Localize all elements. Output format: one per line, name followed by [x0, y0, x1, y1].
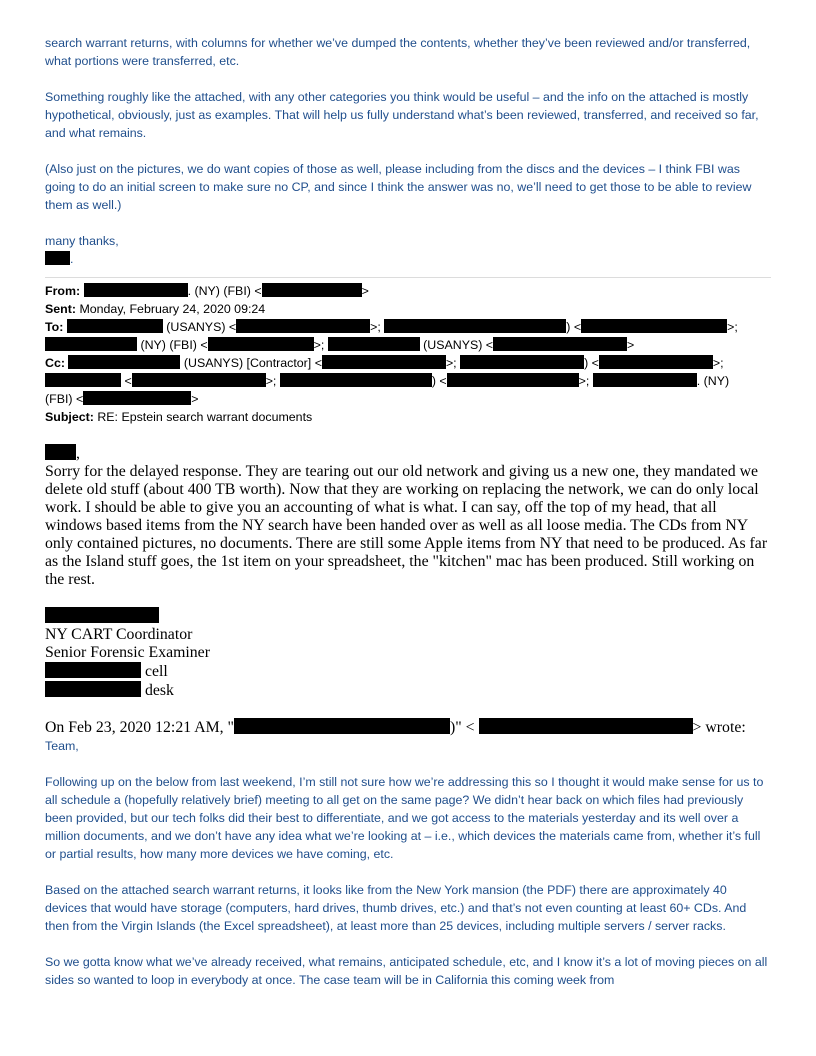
intro-paragraph-2: Something roughly like the attached, with any other categories you think would be useful – and the info on the attached is mostly hypothetical, obviously, just as examples. That will help us fully understand what’s been reviewed, transferred, and received so far, and what remains. — [45, 90, 759, 140]
redaction — [493, 337, 627, 351]
redaction — [45, 373, 121, 387]
signoff-name: . — [45, 250, 771, 268]
redaction — [68, 355, 180, 369]
signature-block: NY CART Coordinator Senior Forensic Examiner cell desk — [45, 607, 771, 700]
redaction — [234, 718, 450, 734]
redaction — [67, 319, 163, 333]
redaction — [581, 319, 727, 333]
to-line-2: (NY) (FBI) < >; (USANYS) < > — [45, 336, 771, 354]
signature-title-1: NY CART Coordinator — [45, 626, 193, 643]
quoted-header: On Feb 23, 2020 12:21 AM, " )" < > wrote: — [45, 719, 746, 736]
redaction — [45, 662, 141, 678]
redaction — [45, 607, 159, 623]
signature-title-2: Senior Forensic Examiner — [45, 644, 210, 661]
divider — [45, 277, 771, 278]
email-header — [45, 282, 771, 426]
redaction — [593, 373, 697, 387]
cc-line-1: Cc: (USANYS) [Contractor] < >; ) < >; — [45, 356, 724, 370]
redaction — [384, 319, 566, 333]
signoff: many thanks, — [45, 234, 119, 248]
redaction — [84, 283, 188, 297]
redaction — [208, 337, 314, 351]
redaction — [45, 251, 70, 265]
redaction — [447, 373, 579, 387]
redaction — [322, 355, 446, 369]
redaction — [45, 444, 76, 460]
intro-paragraph-3: (Also just on the pictures, we do want copies of those as well, please including from the discs and the devices – I think FBI was going to do an initial screen to make sure no CP, and since I think the answer was no, we’ll need to get those to be able to review them as well.) — [45, 162, 752, 212]
redaction — [45, 337, 137, 351]
reply-salutation: , — [45, 444, 771, 463]
redaction — [599, 355, 713, 369]
to-line-1: To: (USANYS) < >; ) < >; — [45, 320, 738, 334]
quoted-paragraph-1: Following up on the below from last weekend, I’m still not sure how we’re addressing this so I thought it would make sense for us to all schedule a (hopefully relatively brief) meeting to all get on the same page? We didn’t hear back on which files had previously been provided, but our tech folks did their best to differentiate, and we got access to the materials yesterday and its well over a million documents, and we don’t have any idea what we’re looking at – i.e., which devices the materials came from, whether it’s full or partial results, how many more devices we have coming, etc. — [45, 775, 764, 861]
cc-line-2: < >; ) < >; . (NY) — [45, 372, 771, 390]
reply-body: Sorry for the delayed response. They are tearing out our old network and giving us a new one, they mandated we delete old stuff (about 400 TB worth). Now that they are working on replacing the network, we can do only local work. I should be able to give you an accounting of what is what. I can say, off the top of my head, that all windows based items from the NY search have been handed over as well as all loose media. The CDs from NY only contained pictures, no documents. There are still some Apple items from NY that need to be produced. As far as the Island stuff goes, the 1st item on your spreadsheet, the "kitchen" mac has been produced. Still working on the rest. — [45, 463, 768, 588]
redaction — [83, 391, 191, 405]
intro-paragraph-1: search warrant returns, with columns for whether we’ve dumped the contents, whether they’ve been reviewed and/or transferred, what portions were transferred, etc. — [45, 36, 751, 68]
redaction — [45, 681, 141, 697]
subject-line: Subject: RE: Epstein search warrant documents — [45, 410, 313, 424]
redaction — [460, 355, 584, 369]
quoted-paragraph-3: So we gotta know what we’ve already received, what remains, anticipated schedule, etc, and I know it’s a lot of moving pieces on all sides so wanted to loop in everybody at once. The case team will be in California this coming week from — [45, 955, 768, 987]
from-line: From: . (NY) (FBI) < > — [45, 284, 369, 298]
sent-line: Sent: Monday, February 24, 2020 09:24 — [45, 302, 266, 316]
redaction — [280, 373, 432, 387]
quoted-greeting: Team, — [45, 739, 79, 753]
email-document — [45, 34, 771, 989]
redaction — [479, 718, 693, 734]
redaction — [132, 373, 266, 387]
redaction — [328, 337, 420, 351]
cc-line-3: (FBI) < > — [45, 392, 199, 406]
redaction — [236, 319, 370, 333]
redaction — [262, 283, 362, 297]
quoted-paragraph-2: Based on the attached search warrant returns, it looks like from the New York mansion (the PDF) there are approximately 40 devices that would have storage (computers, hard drives, thumb drives, etc.) and that’s not even counting at least 60+ CDs. And then from the Virgin Islands (the Excel spreadsheet), at least more than 25 devices, including multiple servers / server racks. — [45, 883, 747, 933]
